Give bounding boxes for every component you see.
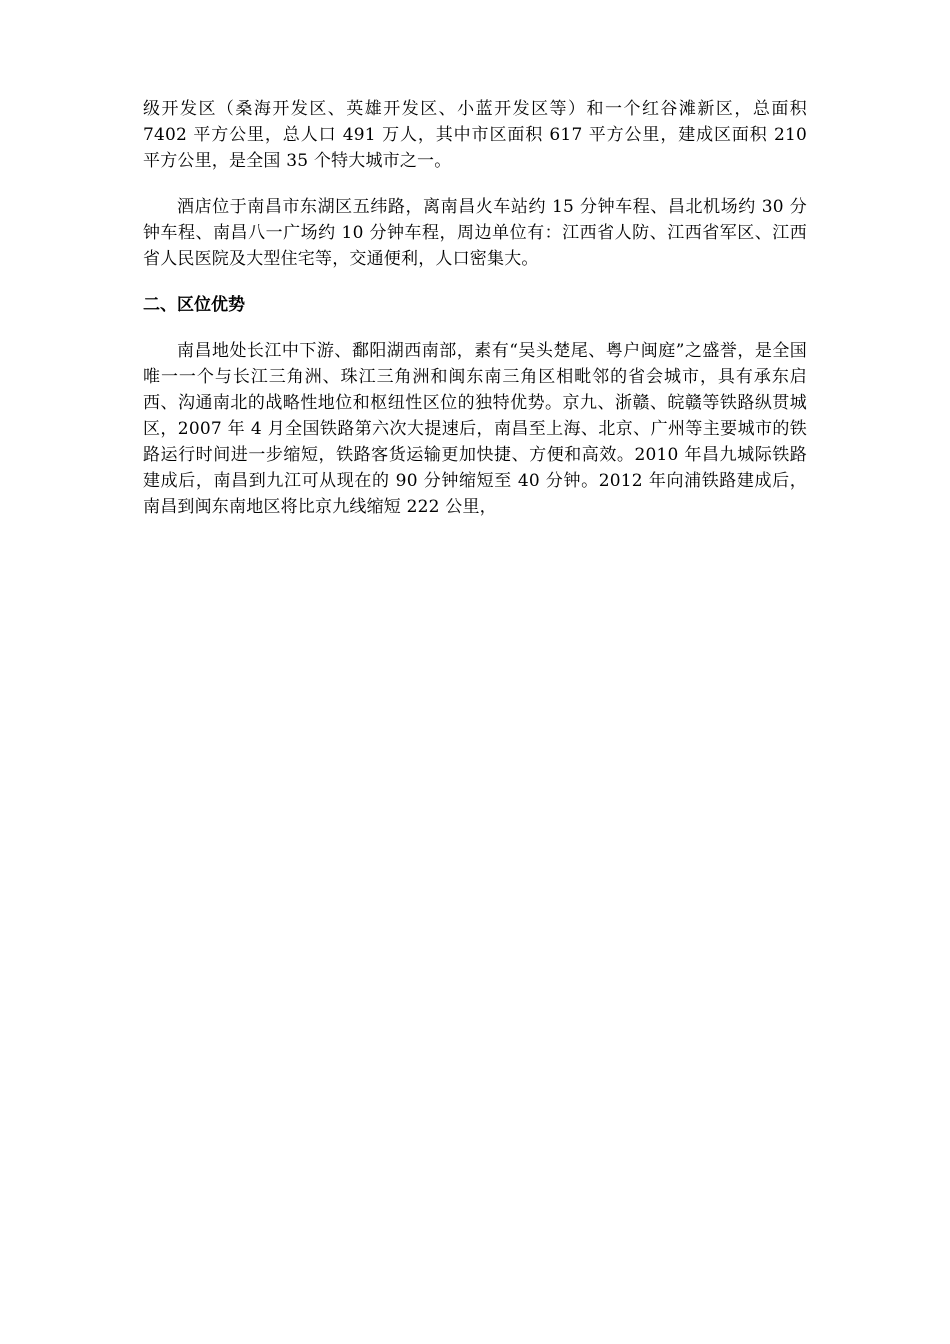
document-page xyxy=(143,96,807,520)
paragraph-city-overview: 级开发区（桑海开发区、英雄开发区、小蓝开发区等）和一个红谷滩新区，总面积 7402 平方公里，总人口 491 万人，其中市区面积 617 平方公里，建成区面积 210 平方公里，是全国 35 个特大城市之一。 xyxy=(143,99,807,171)
paragraph-hotel-location: 酒店位于南昌市东湖区五纬路，离南昌火车站约 15 分钟车程、昌北机场约 30 分钟车程、南昌八一广场约 10 分钟车程，周边单位有：江西省人防、江西省军区、江西省人民医院及大型住宅等，交通便利，人口密集大。 xyxy=(143,197,807,269)
section-heading-location-advantage: 二、区位优势 xyxy=(143,295,245,315)
paragraph-location-advantage: 南昌地处长江中下游、鄱阳湖西南部，素有“吴头楚尾、粤户闽庭”之盛誉，是全国唯一一个与长江三角洲、珠江三角洲和闽东南三角区相毗邻的省会城市，具有承东启西、沟通南北的战略性地位和枢纽性区位的独特优势。京九、浙赣、皖赣等铁路纵贯城区，2007 年 4 月全国铁路第六次大提速后，南昌至上海、北京、广州等主要城市的铁路运行时间进一步缩短，铁路客货运输更加快捷、方便和高效。2010 年昌九城际铁路建成后，南昌到九江可从现在的 90 分钟缩短至 40 分钟。2012 年向浦铁路建成后，南昌到闽东南地区将比京九线缩短 222 公里， xyxy=(143,341,807,517)
